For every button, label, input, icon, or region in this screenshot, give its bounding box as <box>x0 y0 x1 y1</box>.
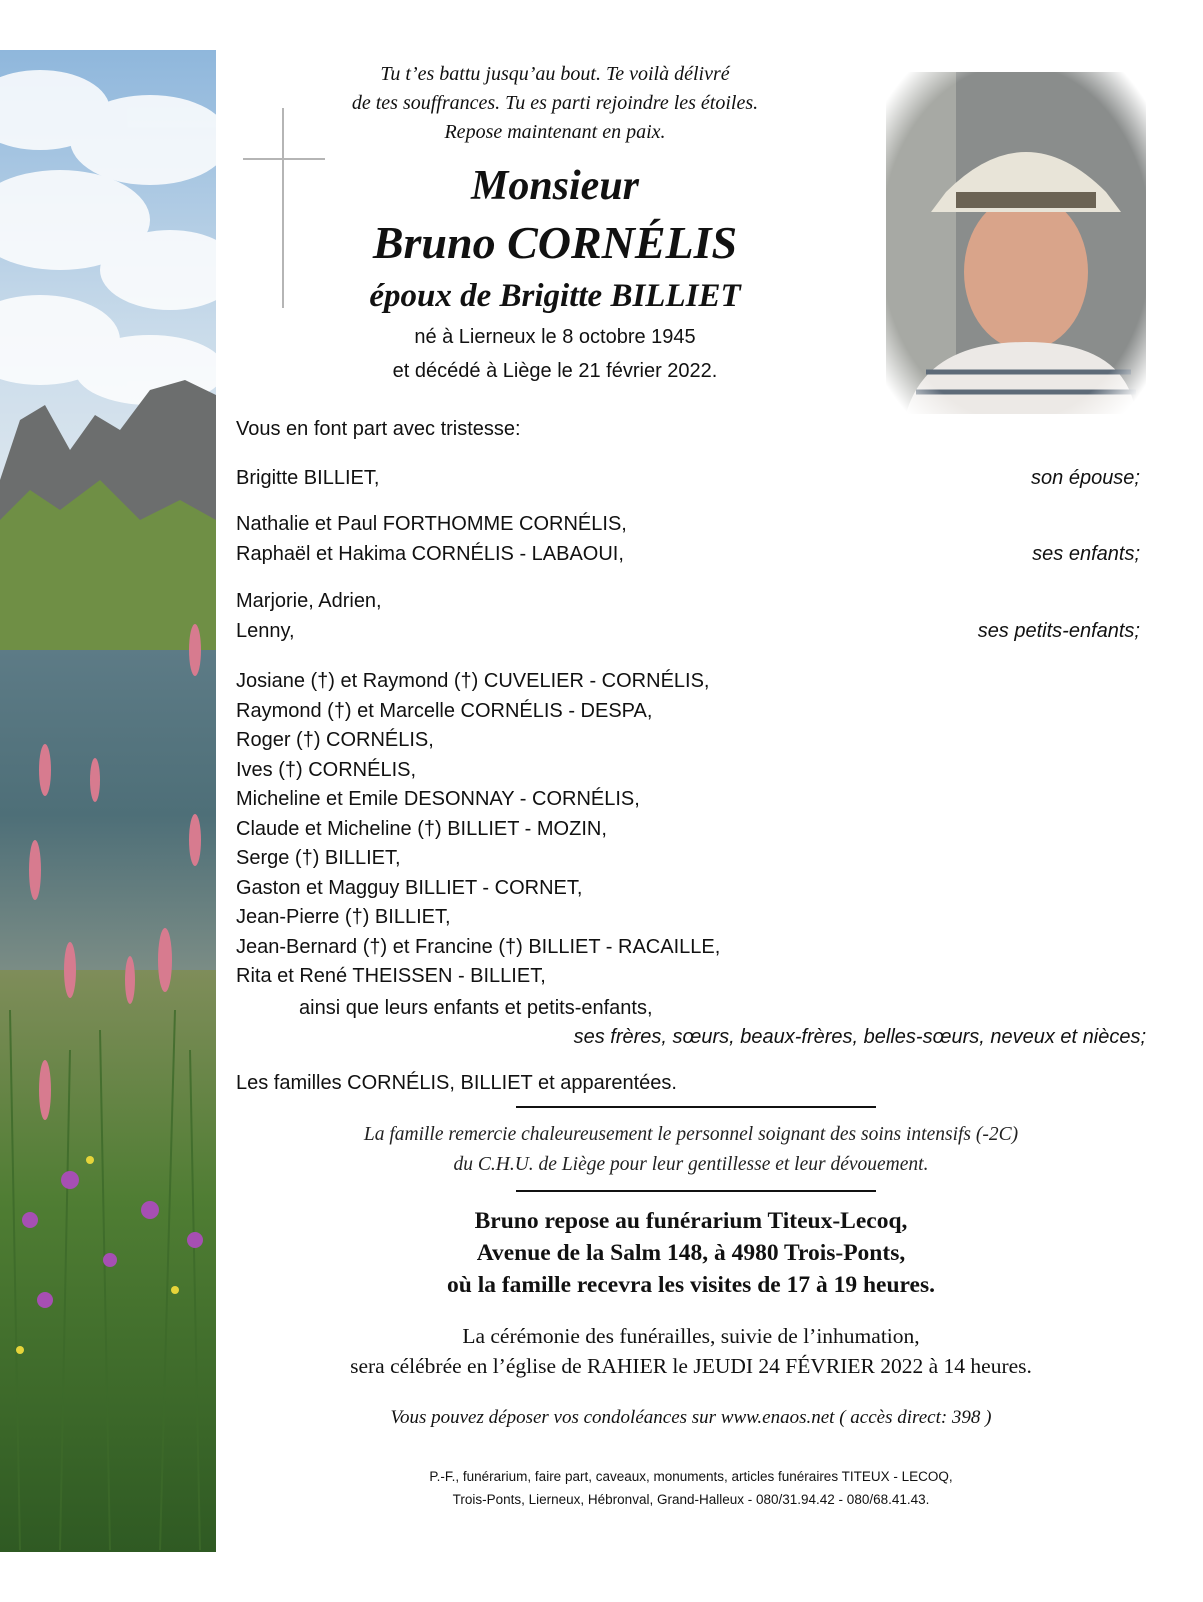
title-civility: Monsieur <box>470 163 640 209</box>
thanks-note <box>236 1120 1146 1180</box>
funeral-home-line: Avenue de la Salm 148, à 4980 Trois-Ponts, <box>476 1240 906 1266</box>
relative-group-grandchildren <box>236 587 1146 646</box>
landscape-panel <box>0 50 216 1552</box>
families-line: Les familles CORNÉLIS, BILLIET et apparentées. <box>236 1072 677 1094</box>
descendants-line: ainsi que leurs enfants et petits-enfants, <box>299 997 653 1019</box>
relative-line: Jean-Pierre (†) BILLIET, <box>236 906 451 928</box>
relative-line: Josiane (†) et Raymond (†) CUVELIER - CORNÉLIS, <box>236 670 710 692</box>
relative-line: Raymond (†) et Marcelle CORNÉLIS - DESPA, <box>236 699 653 722</box>
divider <box>516 1106 876 1108</box>
relative-group-spouse <box>236 464 1146 494</box>
relative-line: Lenny, <box>236 619 295 642</box>
relative-line: Micheline et Emile DESONNAY - CORNÉLIS, <box>236 788 640 810</box>
relative-group-siblings <box>236 667 1146 992</box>
relative-line: Nathalie et Paul FORTHOMME CORNÉLIS, <box>236 513 627 535</box>
relative-line: Rita et René THEISSEN - BILLIET, <box>236 965 546 987</box>
footer-line: P.-F., funérarium, faire part, caveaux, monuments, articles funéraires TITEUX - LECOQ, <box>429 1469 953 1484</box>
thanks-line: du C.H.U. de Liège pour leur gentillesse et leur dévouement. <box>453 1154 929 1175</box>
title-name: Bruno CORNÉLIS <box>372 217 738 268</box>
relative-role: ses enfants; <box>1032 542 1140 565</box>
poem-line: Tu t’es battu jusqu’au bout. Te voilà délivré <box>380 63 730 85</box>
funeral-home-line: Bruno repose au funérarium Titeux-Lecoq, <box>474 1208 908 1234</box>
death-line: et décédé à Liège le 21 février 2022. <box>392 360 718 382</box>
relative-role: ses petits-enfants; <box>977 619 1140 642</box>
funeral-home-info <box>236 1205 1146 1301</box>
condolences-note: Vous pouvez déposer vos condoléances sur www.enaos.net ( accès direct: 398 ) <box>390 1407 992 1428</box>
relative-group-children <box>236 510 1146 569</box>
announcement-intro: Vous en font part avec tristesse: <box>236 418 521 440</box>
ceremony-line: La cérémonie des funérailles, suivie de l’inhumation, <box>462 1324 920 1348</box>
divider <box>516 1190 876 1192</box>
poem <box>250 60 860 147</box>
funeral-home-line: où la famille recevra les visites de 17 à 19 heures. <box>447 1272 935 1298</box>
relative-line: Raphaël et Hakima CORNÉLIS - LABAOUI, <box>236 542 624 565</box>
thanks-line: La famille remercie chaleureusement le personnel soignant des soins intensifs (-2C) <box>363 1124 1019 1145</box>
spouse-line: époux de Brigitte BILLIET <box>369 278 741 314</box>
relative-line: Brigitte BILLIET, <box>236 467 380 489</box>
relative-line: Ives (†) CORNÉLIS, <box>236 758 417 781</box>
footer-line: Trois-Ponts, Lierneux, Hébronval, Grand-Halleux - 080/31.94.42 - 080/68.41.43. <box>452 1492 930 1507</box>
portrait-illustration <box>886 72 1146 414</box>
relative-line: Marjorie, Adrien, <box>236 590 382 612</box>
footer-undertaker <box>236 1465 1146 1511</box>
relative-line: Gaston et Magguy BILLIET - CORNET, <box>236 876 583 899</box>
poem-line: Repose maintenant en paix. <box>444 121 666 143</box>
relative-line: Roger (†) CORNÉLIS, <box>236 729 434 751</box>
relative-role: son épouse; <box>1031 467 1140 489</box>
siblings-role: ses frères, sœurs, beaux-frères, belles-sœurs, neveux et nièces; <box>573 1026 1146 1048</box>
poem-line: de tes souffrances. Tu es parti rejoindre les étoiles. <box>351 92 759 114</box>
birth-line: né à Lierneux le 8 octobre 1945 <box>414 326 696 348</box>
relative-line: Jean-Bernard (†) et Francine (†) BILLIET - RACAILLE, <box>236 935 721 958</box>
relative-line: Serge (†) BILLIET, <box>236 847 401 869</box>
landscape-illustration <box>0 50 216 1552</box>
relative-line: Claude et Micheline (†) BILLIET - MOZIN, <box>236 817 607 840</box>
ceremony-info <box>236 1321 1146 1381</box>
ceremony-line: sera célébrée en l’église de RAHIER le JEUDI 24 FÉVRIER 2022 à 14 heures. <box>350 1354 1032 1378</box>
portrait-photo <box>886 72 1146 414</box>
